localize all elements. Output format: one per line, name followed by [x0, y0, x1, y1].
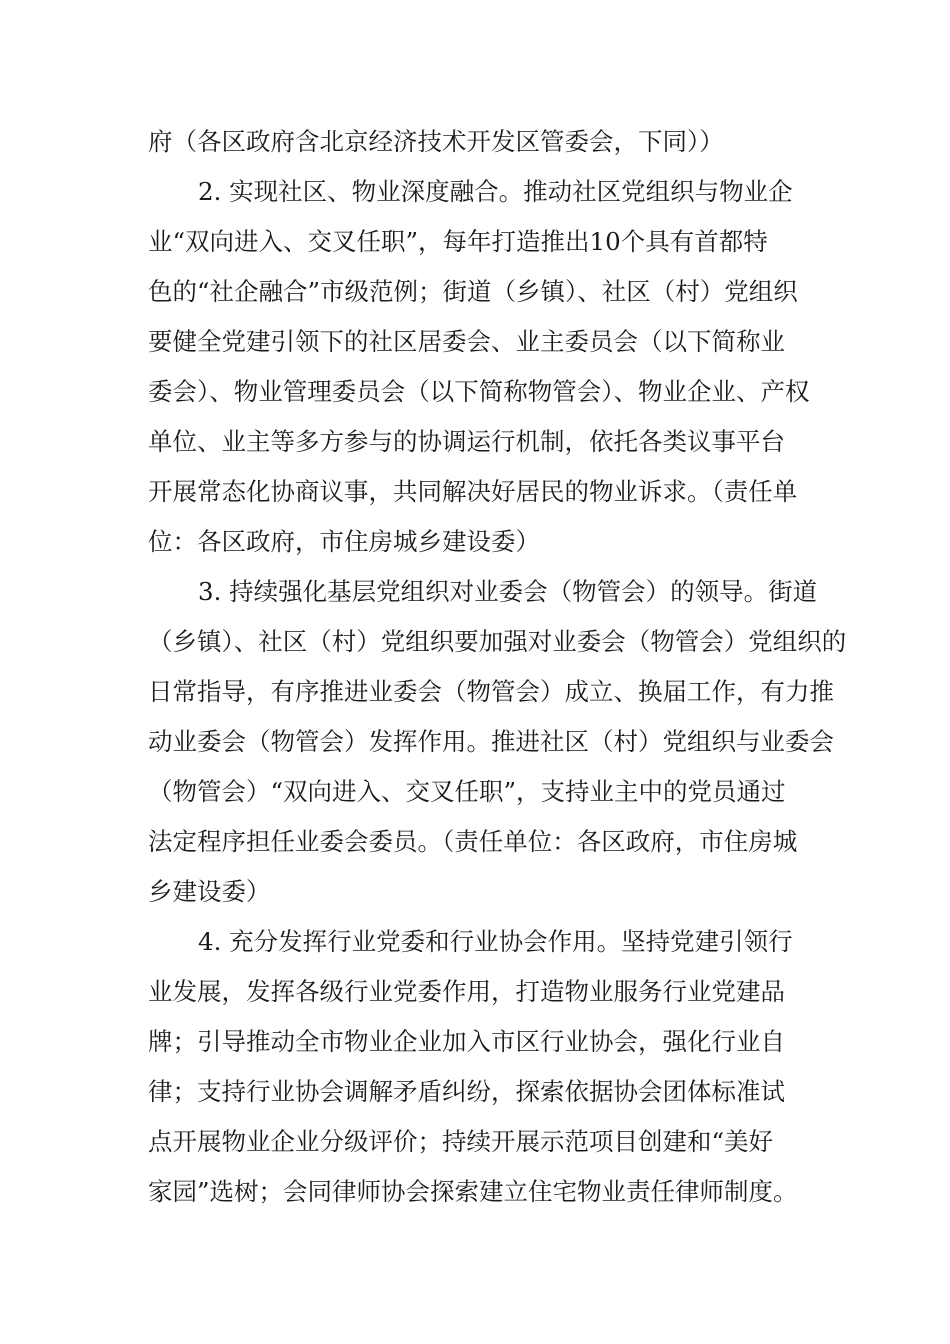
paragraph-4-line-2: 业发展，发挥各级行业党委作用，打造物业服务行业党建品 [148, 977, 785, 1006]
paragraph-4-line-6: 家园”选树；会同律师协会探索建立住宅物业责任律师制度。 [148, 1177, 798, 1206]
paragraph-2-line-3: 色的“社企融合”市级范例；街道（乡镇）、社区（村）党组织 [148, 277, 798, 306]
paragraph-4-line-5: 点开展物业企业分级评价；持续开展示范项目创建和“美好 [148, 1127, 774, 1156]
paragraph-3-line-1: 3. 持续强化基层党组织对业委会（物管会）的领导。街道 [198, 577, 818, 606]
paragraph-2-line-2: 业“双向进入、交叉任职”，每年打造推出10个具有首都特 [148, 227, 768, 256]
paragraph-3-line-6: 法定程序担任业委会委员。（责任单位：各区政府，市住房城 [148, 827, 798, 856]
paragraph-3-line-2: （乡镇）、社区（村）党组织要加强对业委会（物管会）党组织的 [148, 627, 847, 656]
paragraph-2-line-7: 开展常态化协商议事，共同解决好居民的物业诉求。（责任单 [148, 477, 798, 506]
paragraph-4-line-4: 律；支持行业协会调解矛盾纠纷，探索依据协会团体标准试 [148, 1077, 785, 1106]
paragraph-4-line-1: 4. 充分发挥行业党委和行业协会作用。坚持党建引领行 [198, 927, 793, 956]
paragraph-2-line-4: 要健全党建引领下的社区居委会、业主委员会（以下简称业 [148, 327, 785, 356]
paragraph-3-line-5: （物管会）“双向进入、交叉任职”，支持业主中的党员通过 [148, 777, 786, 806]
paragraph-2-line-8: 位：各区政府，市住房城乡建设委） [148, 527, 540, 556]
text-line-1: 府（各区政府含北京经济技术开发区管委会，下同）） [148, 127, 724, 156]
paragraph-3-line-7: 乡建设委） [148, 877, 271, 906]
paragraph-3-line-3: 日常指导，有序推进业委会（物管会）成立、换届工作，有力推 [148, 677, 834, 706]
paragraph-2-line-1: 2. 实现社区、物业深度融合。推动社区党组织与物业企 [198, 177, 793, 206]
paragraph-4-line-3: 牌；引导推动全市物业企业加入市区行业协会，强化行业自 [148, 1027, 785, 1056]
paragraph-2-line-6: 单位、业主等多方参与的协调运行机制，依托各类议事平台 [148, 427, 785, 456]
paragraph-3-line-4: 动业委会（物管会）发挥作用。推进社区（村）党组织与业委会 [148, 727, 834, 756]
paragraph-2-line-5: 委会）、物业管理委员会（以下简称物管会）、物业企业、产权 [148, 377, 810, 406]
